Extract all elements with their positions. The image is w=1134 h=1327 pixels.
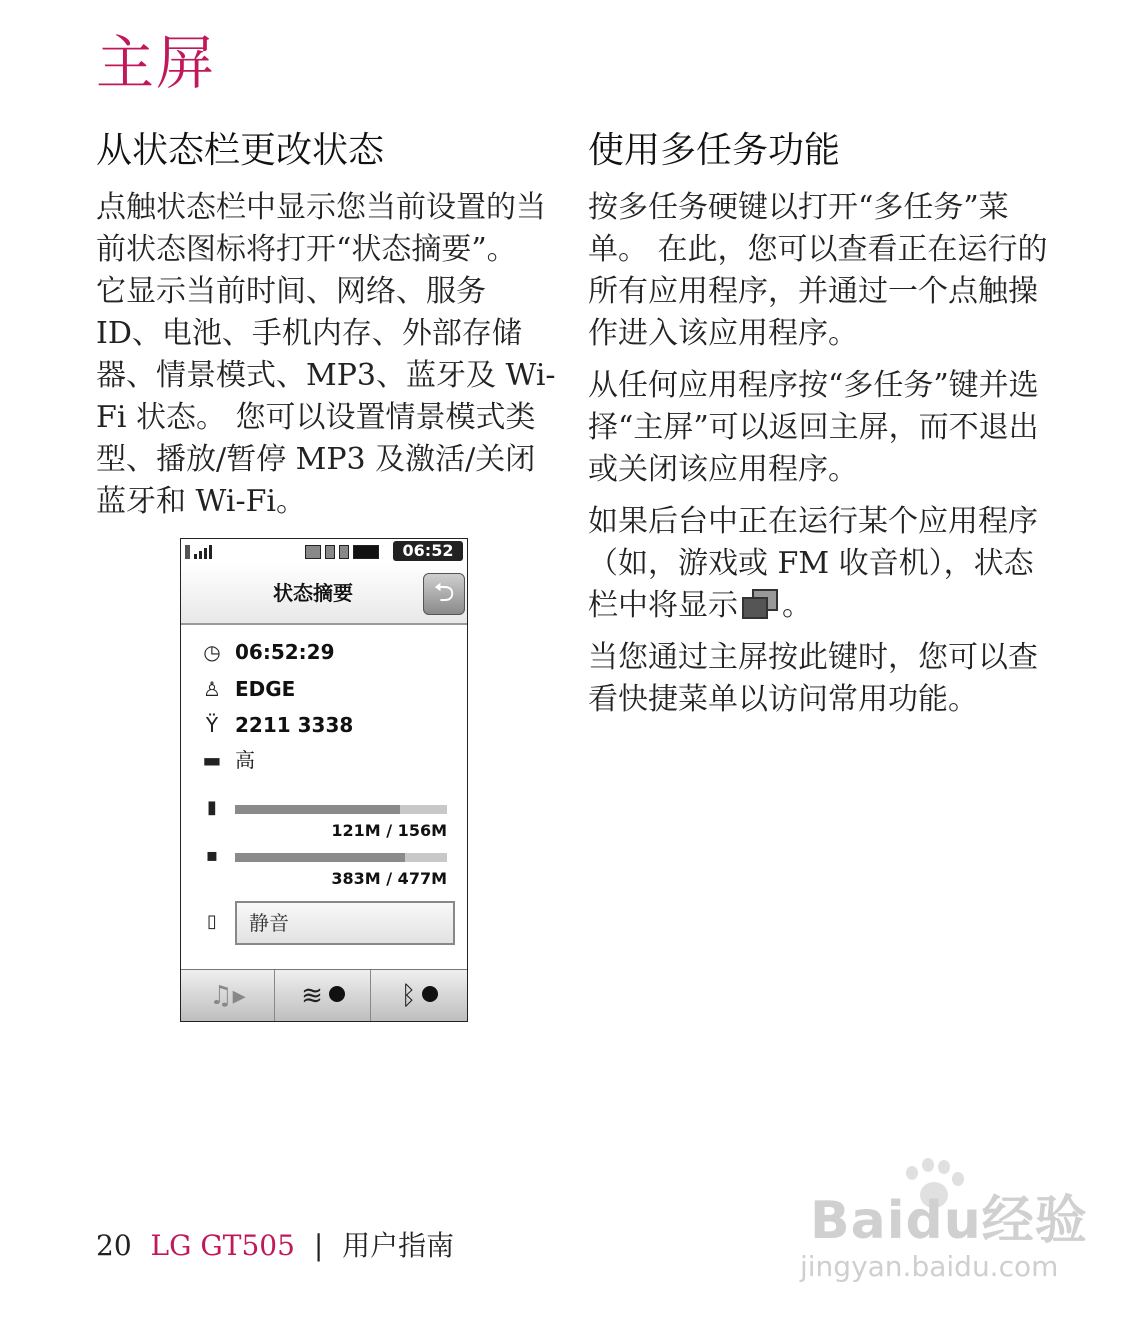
section-heading-multitask: 使用多任务功能 xyxy=(588,130,841,171)
phone-toolbar xyxy=(181,969,467,1022)
phone-memory-bar xyxy=(235,805,447,814)
page-footer xyxy=(96,1226,464,1266)
time-row xyxy=(199,639,459,665)
left-column xyxy=(96,128,556,533)
profile-value: 静音 xyxy=(249,911,289,935)
time-value: 06:52:29 xyxy=(235,640,335,664)
battery-icon: ▬ xyxy=(202,748,222,772)
bluetooth-icon: ᛒ xyxy=(400,981,417,1011)
service-id-row xyxy=(199,712,459,738)
page-title: 主屏 xyxy=(96,29,217,97)
bluetooth-status-dot xyxy=(422,986,438,1002)
baidu-watermark xyxy=(800,1158,1100,1288)
music-play-icon: ♫▸ xyxy=(209,981,246,1011)
status-bar-paragraph: 点触状态栏中显示您当前设置的当前状态图标将打开“状态摘要”。 它显示当前时间、网络、服务 ID、电池、手机内存、外部存储器、情景模式、MP3、蓝牙及 Wi-Fi 状态。 您可以设置情景模式类型、播放/暂停 MP3 及激活/关闭蓝牙和 Wi-Fi。 xyxy=(96,190,556,519)
mute-icon xyxy=(325,545,335,559)
external-memory-row xyxy=(199,843,459,893)
wifi-icon: ≋ xyxy=(301,981,323,1011)
footer-separator: | xyxy=(313,1229,324,1262)
external-memory-bar xyxy=(235,853,447,862)
battery-row xyxy=(199,747,459,773)
watermark-url: jingyan.baidu.com xyxy=(800,1250,1059,1283)
profile-icon: ▯ xyxy=(207,911,217,932)
multitask-paragraph-3 xyxy=(588,501,1048,627)
multitask-paragraph-3-end: 。 xyxy=(782,588,812,623)
battery-value: 高 xyxy=(235,748,255,772)
battery-status-icon xyxy=(353,545,379,559)
phone-memory-label: 121M / 156M xyxy=(331,821,447,840)
profile-selector[interactable] xyxy=(235,901,455,945)
bluetooth-toggle-button[interactable] xyxy=(370,970,468,1022)
phone-memory-row xyxy=(199,795,459,845)
multitask-paragraph-1: 按多任务硬键以打开“多任务”菜单。 在此，您可以查看正在运行的所有应用程序，并通过一个点触操作进入该应用程序。 xyxy=(588,190,1048,351)
music-play-button[interactable] xyxy=(181,970,274,1022)
signal-strength-icon xyxy=(185,543,213,559)
message-icon xyxy=(305,545,321,559)
wifi-toggle-button[interactable] xyxy=(274,970,371,1022)
network-row xyxy=(199,676,459,702)
sim-icon xyxy=(339,545,349,559)
watermark-brand: Baidu经验 xyxy=(810,1191,1088,1251)
wifi-status-dot xyxy=(329,986,345,1002)
phone-status-bar[interactable] xyxy=(181,539,467,563)
service-id-value: 2211 3338 xyxy=(235,713,354,737)
antenna-icon: Ÿ xyxy=(205,713,219,737)
right-column xyxy=(588,128,1048,731)
clock-icon: ◷ xyxy=(203,640,221,664)
external-memory-label: 383M / 477M xyxy=(331,869,447,888)
multitask-paragraph-4: 当您通过主屏按此键时，您可以查看快捷菜单以访问常用功能。 xyxy=(588,640,1038,717)
phone-memory-icon: ▮ xyxy=(207,797,217,818)
network-value: EDGE xyxy=(235,677,296,701)
external-memory-fill xyxy=(235,853,405,862)
back-arrow-icon: ⮌ xyxy=(433,578,455,608)
guide-label: 用户指南 xyxy=(342,1229,455,1262)
screen-title: 状态摘要 xyxy=(273,581,353,605)
multitask-paragraph-2: 从任何应用程序按“多任务”键并选择“主屏”可以返回主屏，而不退出或关闭该应用程序。 xyxy=(588,368,1039,487)
page-number: 20 xyxy=(96,1229,132,1262)
network-icon: ♙ xyxy=(203,677,221,701)
status-icons xyxy=(305,543,365,559)
status-time: 06:52 xyxy=(393,541,463,561)
model-name: LG GT505 xyxy=(150,1229,295,1262)
phone-screenshot xyxy=(180,538,468,1022)
memory-card-icon: ▪ xyxy=(205,845,219,866)
section-heading-status-bar: 从状态栏更改状态 xyxy=(96,130,385,171)
phone-memory-fill xyxy=(235,805,400,814)
multitask-icon xyxy=(742,589,778,619)
phone-title-bar xyxy=(181,563,467,625)
back-button[interactable] xyxy=(423,573,465,615)
multitask-paragraph-3-text: 如果后台中正在运行某个应用程序（如，游戏或 FM 收音机），状态栏中将显示 xyxy=(588,504,1038,623)
